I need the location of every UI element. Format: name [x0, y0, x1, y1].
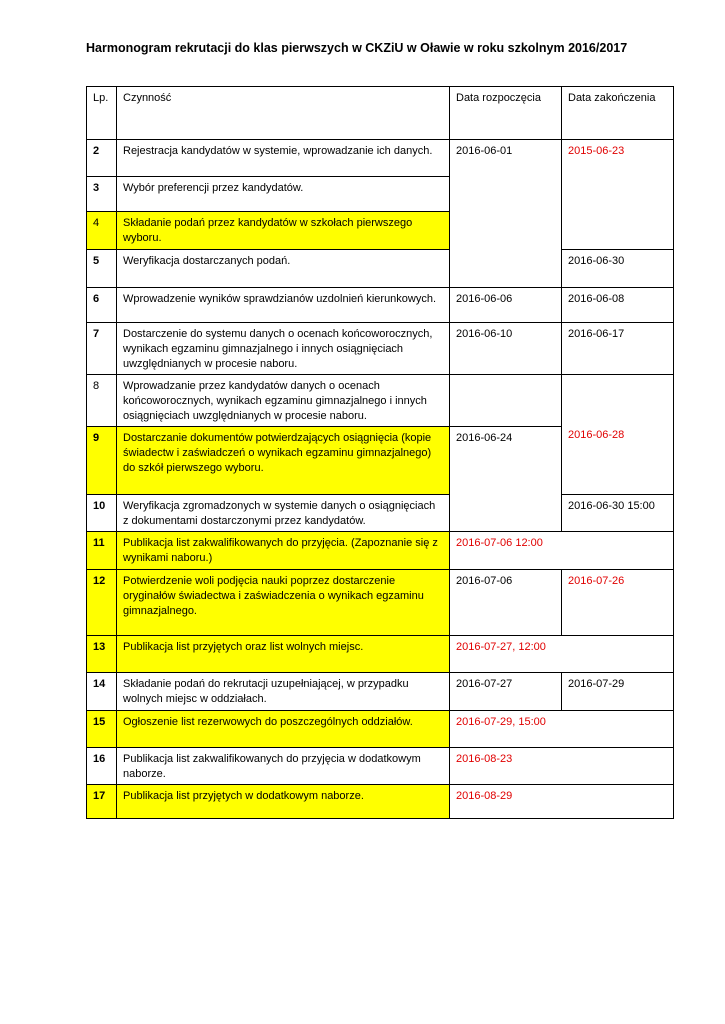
- row-start-date: 2016-06-24: [450, 427, 562, 532]
- row-end-date: 2016-07-29: [562, 673, 674, 711]
- recruitment-schedule-table: [86, 86, 674, 819]
- row-czynnosc: Wybór preferencji przez kandydatów.: [117, 177, 450, 212]
- row-lp: 4: [87, 212, 117, 250]
- row-end-date: 2016-06-17: [562, 323, 674, 375]
- table-row: [87, 570, 674, 636]
- row-czynnosc: Składanie podań do rekrutacji uzupełniającej, w przypadku wolnych miejsc w oddziałach.: [117, 673, 450, 711]
- table-row: [87, 375, 674, 427]
- row-czynnosc: Publikacja list zakwalifikowanych do przyjęcia w dodatkowym naborze.: [117, 748, 450, 785]
- row-czynnosc: Ogłoszenie list rezerwowych do poszczególnych oddziałów.: [117, 711, 450, 748]
- row-czynnosc: Potwierdzenie woli podjęcia nauki poprzez dostarczenie oryginałów świadectwa i zaświadczenia o wynikach egzaminu gimnazjalnego.: [117, 570, 450, 636]
- row-end-date: 2016-06-30: [562, 250, 674, 288]
- table-row: [87, 636, 674, 673]
- row-lp: 14: [87, 673, 117, 711]
- row-start-date: 2016-07-06: [450, 570, 562, 636]
- row-czynnosc: Weryfikacja zgromadzonych w systemie danych o osiągnięciach z dokumentami dostarczonymi przez kandydatów.: [117, 495, 450, 532]
- row-start-date: 2016-06-06: [450, 288, 562, 323]
- table-row: [87, 250, 674, 288]
- row-start-date: 2016-06-01: [450, 140, 562, 288]
- row-lp: 2: [87, 140, 117, 177]
- row-czynnosc: Dostarczanie dokumentów potwierdzających osiągnięcia (kopie świadectw i zaświadczeń o wynikach egzaminu gimnazjalnego) do szkół pierwszego wyboru.: [117, 427, 450, 495]
- row-lp: 15: [87, 711, 117, 748]
- row-czynnosc: Publikacja list przyjętych w dodatkowym naborze.: [117, 785, 450, 819]
- row-end-date: 2016-06-30 15:00: [562, 495, 674, 532]
- row-end-date: 2016-07-26: [562, 570, 674, 636]
- table-row: [87, 532, 674, 570]
- header-czynnosc: Czynność: [117, 87, 450, 140]
- row-start-date: 2016-06-10: [450, 323, 562, 375]
- row-start-date: 2016-07-06 12:00: [450, 532, 674, 570]
- row-start-date: 2016-07-27: [450, 673, 562, 711]
- row-lp: 7: [87, 323, 117, 375]
- row-czynnosc: Publikacja list przyjętych oraz list wolnych miejsc.: [117, 636, 450, 673]
- row-end-date: 2016-06-28: [562, 375, 674, 495]
- table-row: [87, 288, 674, 323]
- row-czynnosc: Wprowadzenie wyników sprawdzianów uzdolnień kierunkowych.: [117, 288, 450, 323]
- row-lp: 13: [87, 636, 117, 673]
- row-lp: 10: [87, 495, 117, 532]
- row-lp: 8: [87, 375, 117, 427]
- row-czynnosc: Wprowadzanie przez kandydatów danych o ocenach końcoworocznych, wynikach egzaminu gimnazjalnego i innych osiągnięciach uwzględnianych w procesie naboru.: [117, 375, 450, 427]
- row-start-date: 2016-08-29: [450, 785, 674, 819]
- table-row: [87, 323, 674, 375]
- table-row: [87, 495, 674, 532]
- row-start-date-empty: [450, 375, 562, 427]
- row-czynnosc: Składanie podań przez kandydatów w szkołach pierwszego wyboru.: [117, 212, 450, 250]
- table-row: [87, 711, 674, 748]
- row-start-date: 2016-07-27, 12:00: [450, 636, 674, 673]
- row-start-date: 2016-08-23: [450, 748, 674, 785]
- row-end-date: 2016-06-08: [562, 288, 674, 323]
- header-data-zakonczenia: Data zakończenia: [562, 87, 674, 140]
- row-end-date: 2015-06-23: [562, 140, 674, 250]
- page-title: Harmonogram rekrutacji do klas pierwszych w CKZiU w Oławie w roku szkolnym 2016/2017: [86, 41, 628, 55]
- table-row: [87, 748, 674, 785]
- row-lp: 5: [87, 250, 117, 288]
- row-lp: 3: [87, 177, 117, 212]
- table-row: [87, 673, 674, 711]
- row-lp: 16: [87, 748, 117, 785]
- row-czynnosc: Rejestracja kandydatów w systemie, wprowadzanie ich danych.: [117, 140, 450, 177]
- row-start-date: 2016-07-29, 15:00: [450, 711, 674, 748]
- table-header-row: [87, 87, 674, 140]
- table-row: [87, 785, 674, 819]
- row-lp: 11: [87, 532, 117, 570]
- row-lp: 12: [87, 570, 117, 636]
- row-czynnosc: Weryfikacja dostarczanych podań.: [117, 250, 450, 288]
- row-lp: 9: [87, 427, 117, 495]
- row-lp: 17: [87, 785, 117, 819]
- header-data-rozpoczecia: Data rozpoczęcia: [450, 87, 562, 140]
- row-czynnosc: Dostarczenie do systemu danych o ocenach końcoworocznych, wynikach egzaminu gimnazjalnego i innych osiągnięciach uwzględnianych w procesie naboru.: [117, 323, 450, 375]
- row-czynnosc: Publikacja list zakwalifikowanych do przyjęcia. (Zapoznanie się z wynikami naboru.): [117, 532, 450, 570]
- table-row: [87, 140, 674, 177]
- header-lp: Lp.: [87, 87, 117, 140]
- row-lp: 6: [87, 288, 117, 323]
